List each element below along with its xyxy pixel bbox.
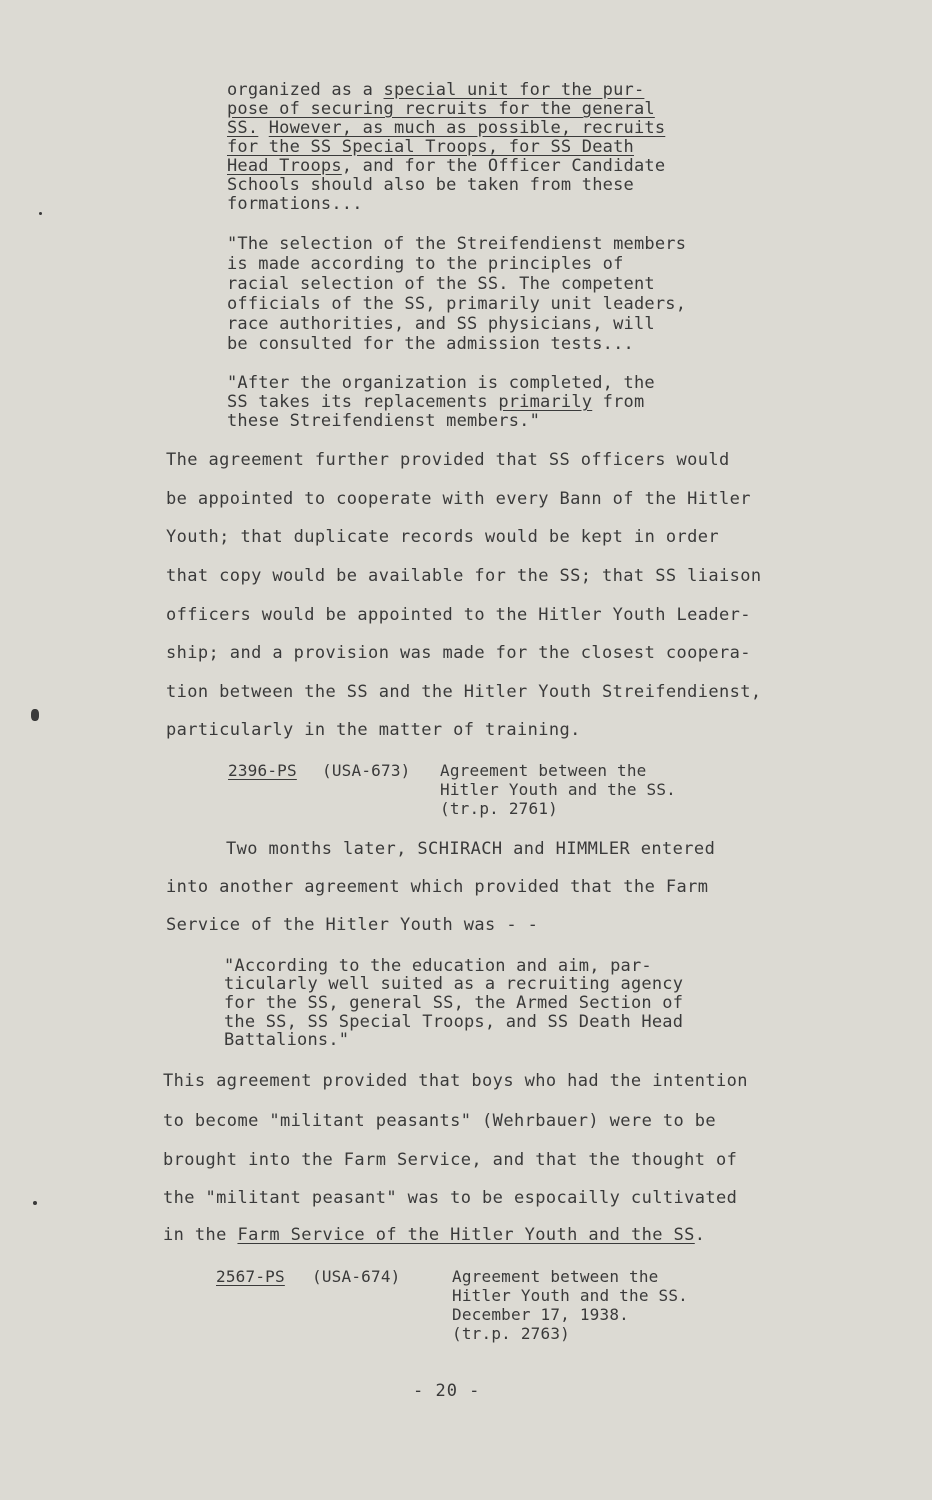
quote-2-line: "The selection of the Streifendienst members xyxy=(227,234,687,254)
citation-1-line: (tr.p. 2761) xyxy=(440,799,558,818)
scan-speck xyxy=(33,1201,37,1205)
paragraph-1-line: that copy would be available for the SS; that SS liaison xyxy=(166,566,762,586)
quote-4-line: ticularly well suited as a recruiting agency xyxy=(224,974,684,994)
quote-4-line: for the SS, general SS, the Armed Section of xyxy=(224,993,684,1013)
quote-2-line: race authorities, and SS physicians, will xyxy=(227,314,655,334)
quote-2-line: is made according to the principles of xyxy=(227,254,624,274)
paragraph-1-line: Youth; that duplicate records would be kept in order xyxy=(166,527,720,547)
paragraph-1-line: be appointed to cooperate with every Bann of the Hitler xyxy=(166,489,751,509)
quote-1-line-6: Schools should also be taken from these xyxy=(227,175,634,195)
quote-3-line-1: "After the organization is completed, the xyxy=(227,373,655,393)
citation-1-line: Agreement between the xyxy=(440,761,647,780)
quote-1-line-4: for the SS Special Troops, for SS Death xyxy=(227,137,634,157)
paragraph-3-line: the "militant peasant" was to be espocailly cultivated xyxy=(163,1188,738,1208)
quote-3-line-2: SS takes its replacements primarily from xyxy=(227,392,645,412)
quote-1-line-2: pose of securing recruits for the general xyxy=(227,99,655,119)
citation-1-line: Hitler Youth and the SS. xyxy=(440,780,676,799)
paragraph-2-line: into another agreement which provided that the Farm xyxy=(166,877,709,897)
citation-1-doc-id: 2396-PS xyxy=(228,761,297,780)
paragraph-1-line: ship; and a provision was made for the closest coopera- xyxy=(166,643,751,663)
citation-2-line: December 17, 1938. xyxy=(452,1305,629,1324)
citation-1-exhibit: (USA-673) xyxy=(322,761,411,780)
paragraph-3-line: to become "militant peasants" (Wehrbauer) were to be xyxy=(163,1111,717,1131)
quote-1-line-1: organized as a special unit for the pur- xyxy=(227,80,645,100)
quote-1-line-7: formations... xyxy=(227,194,363,214)
scan-speck xyxy=(31,709,39,721)
paragraph-2-line: Two months later, SCHIRACH and HIMMLER entered xyxy=(226,839,716,859)
quote-3-line-3: these Streifendienst members." xyxy=(227,411,541,431)
quote-2-line: racial selection of the SS. The competent xyxy=(227,274,655,294)
paragraph-1-line: tion between the SS and the Hitler Youth Streifendienst, xyxy=(166,682,762,702)
paragraph-1-line: particularly in the matter of training. xyxy=(166,720,581,740)
quote-4-line: the SS, SS Special Troops, and SS Death Head xyxy=(224,1012,684,1032)
quote-1-line-3: SS. However, as much as possible, recruits xyxy=(227,118,666,138)
quote-2-line: officials of the SS, primarily unit leaders, xyxy=(227,294,687,314)
paragraph-2-line: Service of the Hitler Youth was - - xyxy=(166,915,539,935)
quote-1-line-5: Head Troops, and for the Officer Candidate xyxy=(227,156,666,176)
quote-4-line: "According to the education and aim, par- xyxy=(224,956,652,976)
paragraph-3-line: This agreement provided that boys who had the intention xyxy=(163,1071,748,1091)
citation-2-doc-id: 2567-PS xyxy=(216,1267,285,1286)
page-number: - 20 - xyxy=(413,1381,481,1401)
paragraph-3-last-line: in the Farm Service of the Hitler Youth and the SS. xyxy=(163,1225,706,1245)
quote-2-line: be consulted for the admission tests... xyxy=(227,334,634,354)
citation-2-line: (tr.p. 2763) xyxy=(452,1324,570,1343)
citation-2-exhibit: (USA-674) xyxy=(312,1267,401,1286)
paragraph-1-line: The agreement further provided that SS officers would xyxy=(166,450,730,470)
quote-4-line: Battalions." xyxy=(224,1030,350,1050)
citation-2-line: Hitler Youth and the SS. xyxy=(452,1286,688,1305)
scan-speck xyxy=(39,212,42,215)
paragraph-1-line: officers would be appointed to the Hitler Youth Leader- xyxy=(166,605,751,625)
paragraph-3-line: brought into the Farm Service, and that the thought of xyxy=(163,1150,738,1170)
citation-2-line: Agreement between the xyxy=(452,1267,659,1286)
